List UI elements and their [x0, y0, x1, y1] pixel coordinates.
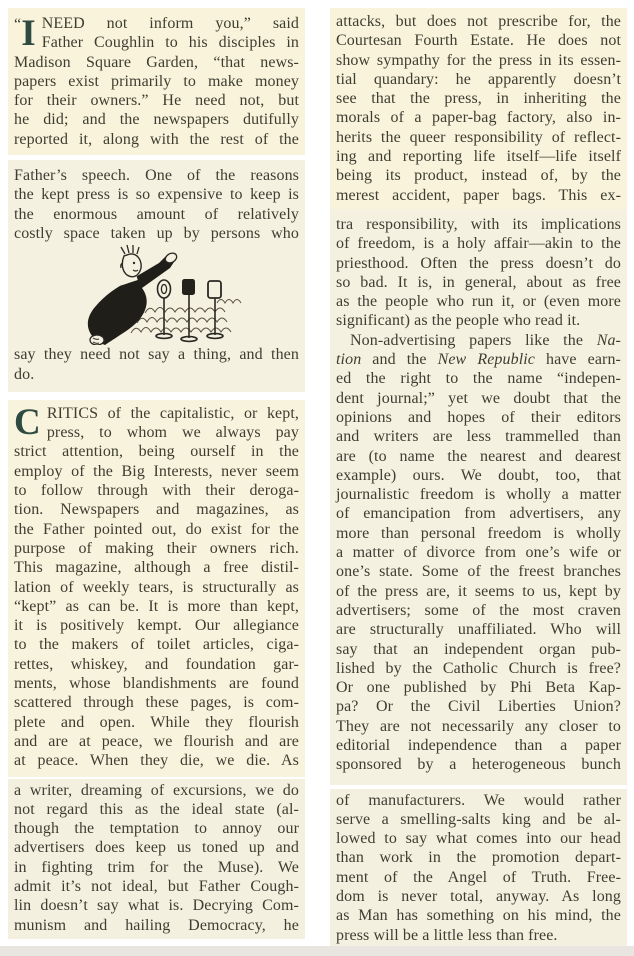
- text-line: rettes, whiskey, and foundation gar-: [14, 655, 299, 673]
- dropcap-quote: “: [14, 16, 22, 33]
- text-line: see that the press, in inheriting the: [336, 90, 621, 108]
- responsibility-paragraph: [330, 209, 627, 785]
- dropcap-c: [14, 401, 41, 443]
- text-line: ment of the Angel of Truth. Free-: [336, 868, 621, 886]
- paragraph-lines: [336, 215, 621, 775]
- text-line: advertisers; some of the most craven: [336, 601, 621, 619]
- text-line: so bad. It is, in general, about as free: [336, 273, 621, 291]
- text-line: at peace. When they die, we die. As: [14, 752, 299, 770]
- text-line: of manufacturers. We would rather: [336, 791, 621, 809]
- crowd-sketch: [131, 300, 241, 334]
- text-line: to the makers of toilet articles, ciga-: [14, 636, 299, 654]
- text-line: he did; and the newspapers dutifully: [14, 111, 299, 129]
- text-line: Father Coughlin to his disciples in: [41, 34, 299, 52]
- text-line: and are at peace, we flourish and are: [14, 732, 299, 750]
- intro-paragraph: [8, 8, 305, 155]
- attacks-paragraph: [330, 8, 627, 209]
- text-line: This magazine, although a free distil-: [14, 559, 299, 577]
- text-line: and writers are less trammelled than: [336, 428, 621, 446]
- text-line: the kept press is so expensive to keep is: [14, 186, 299, 204]
- text-line: opinions and hopes of their editors: [336, 408, 621, 426]
- text-line: lowed to say what comes into our head: [336, 830, 621, 848]
- text-line: tra responsibility, with its implications: [336, 215, 621, 233]
- text-line: Madison Square Garden, “that news-: [14, 53, 299, 71]
- text-line: of emancipation from advertisers, any: [336, 505, 621, 523]
- text-line: tion and the New Republic have earn-: [336, 351, 621, 369]
- text-line: munism and hailing Democracy, he: [14, 916, 299, 934]
- left-column: [8, 8, 305, 939]
- paragraph-lines: [14, 14, 299, 149]
- text-line: serve a smelling-salts king and be al-: [336, 810, 621, 828]
- paragraph-lines: [14, 166, 299, 243]
- text-line: journalistic freedom is wholly a matter: [336, 486, 621, 504]
- dropcap-i: [14, 15, 36, 52]
- text-line: costly space taken up by persons who: [14, 224, 299, 242]
- text-line: for their owners.” He need not, but: [14, 92, 299, 110]
- critics-paragraph: [8, 400, 305, 777]
- priest-at-microphones-illustration: [67, 243, 247, 345]
- text-line: admit it’s not ideal, but Father Cough-: [14, 877, 299, 895]
- text-line: papers exist primarily to make money: [14, 72, 299, 90]
- paragraph-lines: [336, 12, 621, 205]
- text-line: say that an independent organ pub-: [336, 640, 621, 658]
- text-line: show sympathy for the press in its essen-: [336, 51, 621, 69]
- dropcap-letter: I: [21, 13, 36, 54]
- text-line: lished by the Catholic Church is free?: [336, 659, 621, 677]
- text-line: one’s state. Some of the freest branches: [336, 563, 621, 581]
- scan-edge-bar: [0, 946, 634, 956]
- text-line: significant) as the people who read it.: [336, 312, 581, 330]
- text-line: editorial independence than a paper: [336, 736, 621, 754]
- text-line: dent journal;” yet we doubt that the: [336, 389, 621, 407]
- paragraph-lines: [14, 345, 299, 384]
- text-line: example) ours. We doubt, too, that: [336, 466, 621, 484]
- text-line: tion. Newspapers and magazines, as: [14, 501, 299, 519]
- text-line: the Father pointed out, do exist for the: [14, 520, 299, 538]
- text-line: a writer, dreaming of excursions, we do: [14, 781, 299, 799]
- text-line: plete and open. While they flourish: [14, 713, 299, 731]
- text-line: press will be a little less than free.: [336, 926, 558, 944]
- text-line: “kept” as can be. It is more than kept,: [14, 597, 299, 615]
- text-line: not regard this as the ideal state (al-: [14, 800, 299, 818]
- text-line: ing and reporting life itself—life itself: [336, 148, 621, 166]
- text-line: as the people who run it, or (even more: [336, 293, 621, 311]
- text-line: reported it, along with the rest of the: [14, 130, 299, 148]
- text-line: herits the queer responsibility of reflect-: [336, 128, 621, 146]
- text-line: of freedom, is a holy affair—akin to the: [336, 235, 621, 253]
- text-line: Non-advertising papers like the Na-: [350, 331, 621, 349]
- dropcap-letter: C: [14, 401, 41, 443]
- text-line: ments, whose blandishments are found: [14, 675, 299, 693]
- text-line: the enormous amount of relatively: [14, 205, 299, 223]
- paragraph-lines: [14, 401, 299, 771]
- text-line: than work in the promotion depart-: [336, 849, 621, 867]
- text-line: more than personal freedom is wholly: [336, 524, 621, 542]
- paragraph-lines: [336, 791, 621, 945]
- text-line: RITICS of the capitalistic, or kept,: [46, 404, 299, 422]
- text-line: pa? Or the Civil Liberties Union?: [336, 698, 621, 716]
- text-line: a matter of divorce from one’s wife or: [336, 544, 621, 562]
- text-line: lin doesn’t say what is. Decrying Com-: [14, 897, 299, 915]
- text-line: lation of weekly tears, is structurally as: [14, 578, 299, 596]
- text-line: in fighting trim for the Muse). We: [14, 858, 299, 876]
- text-line: dom is never total, anyway. As long: [336, 888, 621, 906]
- text-line: do.: [14, 365, 35, 383]
- writer-paragraph: [8, 779, 305, 939]
- text-line: say they need not say a thing, and then: [14, 346, 299, 364]
- right-column: [330, 8, 627, 949]
- text-line: tial quandary: he apparently doesn’t: [336, 70, 621, 88]
- text-line: are structurally unaffiliated. Who will: [336, 621, 621, 639]
- text-line: sponsored by a heterogeneous bunch: [336, 756, 621, 774]
- text-line: Or one published by Phi Beta Kap-: [336, 679, 621, 697]
- manufacturers-paragraph: [330, 789, 627, 949]
- text-line: Courtesan Fourth Estate. He does not: [336, 32, 621, 50]
- text-line: are (to name the nearest and dearest: [336, 447, 621, 465]
- text-line: to follow through with their deroga-: [14, 482, 299, 500]
- text-line: ed the right to the name “indepen-: [336, 370, 621, 388]
- text-line: attacks, but does not prescribe for, the: [336, 13, 621, 30]
- text-line: Father’s speech. One of the reasons: [14, 167, 299, 185]
- speech-paragraph: [8, 160, 305, 392]
- text-line: NEED not inform you,” said: [41, 15, 299, 32]
- text-line: employ of the Big Interests, never seem: [14, 462, 299, 480]
- text-line: scattered through these pages, is com-: [14, 694, 299, 712]
- text-line: They are not necessarily any closer to: [336, 717, 621, 735]
- text-line: being its product, instead of, by the: [336, 167, 621, 185]
- text-line: though the temptation to annoy our: [14, 820, 299, 838]
- text-line: press, to whom we always pay: [46, 424, 299, 442]
- paragraph-lines: [14, 781, 299, 935]
- text-line: of the press are, it seems to us, kept by: [336, 582, 621, 600]
- text-line: merest accident, paper bags. This ex-: [336, 186, 621, 204]
- text-line: advertisers does keep us toned up and: [14, 839, 299, 857]
- text-line: as Man has something on his mind, the: [336, 907, 621, 925]
- text-line: it is positively kempt. Our allegiance: [14, 617, 299, 635]
- text-line: purpose of making their owners rich.: [14, 539, 299, 557]
- text-line: morals of a paper-bag factory, also in-: [336, 109, 621, 127]
- text-line: priesthood. Often the press doesn’t do: [336, 254, 621, 272]
- text-line: strict attention, being ourself in the: [14, 443, 299, 461]
